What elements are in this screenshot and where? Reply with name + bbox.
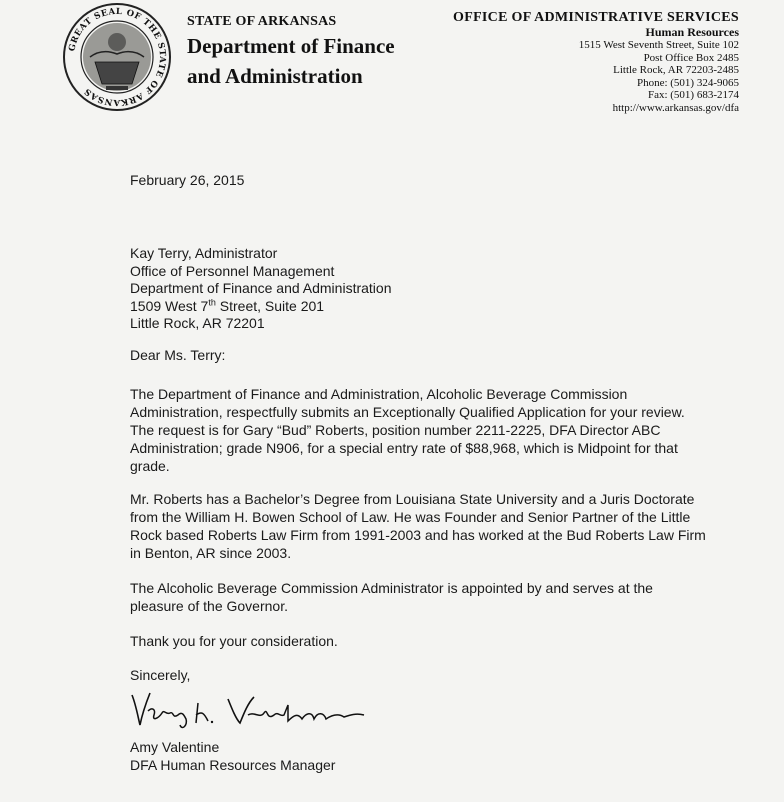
department-line-1: Department of Finance: [187, 34, 395, 58]
office-name: OFFICE OF ADMINISTRATIVE SERVICES: [453, 10, 739, 25]
recipient-address: [130, 245, 710, 333]
fax-line: Fax: (501) 683-2174: [647, 89, 739, 101]
signer-block: [130, 738, 710, 774]
address-line: Post Office Box 2485: [643, 51, 739, 64]
phone-line: Phone: (501) 324-9065: [636, 76, 739, 89]
signer-name: Amy Valentine: [130, 739, 220, 755]
paragraph-appointment: The Alcoholic Beverage Commission Administrator is appointed by and serves at the pleasure of the Governor.: [130, 580, 653, 614]
state-name: STATE OF ARKANSAS: [187, 14, 337, 29]
signer-title: DFA Human Resources Manager: [130, 757, 336, 773]
closing: Sincerely,: [130, 667, 191, 683]
paragraph-request: The Department of Finance and Administration, Alcoholic Beverage Commission Administration, respectfully submits an Exceptionally Qualified Application for your review. The request is for Gary “Bud” Roberts, position number 2211-2225, DFA Director ABC Administration; grade N906, for a special entry rate of $88,968, which is Midpoint for that grade.: [130, 386, 685, 474]
recipient-dept: Department of Finance and Administration: [130, 280, 392, 296]
recipient-office: Office of Personnel Management: [130, 262, 335, 279]
handwritten-signature: [128, 685, 388, 733]
recipient-name: Kay Terry, Administrator: [130, 245, 278, 261]
department-line-2: and Administration: [187, 64, 363, 88]
recipient-street: 1509 West 7th Street, Suite 201: [130, 296, 325, 314]
recipient-city: Little Rock, AR 72201: [130, 315, 265, 331]
letter-date: February 26, 2015: [130, 172, 245, 188]
letterhead-left: [187, 14, 395, 90]
website-line: http://www.arkansas.gov/dfa: [612, 101, 739, 114]
thanks-line: Thank you for your consideration.: [130, 633, 338, 649]
letterhead-right: [453, 10, 739, 114]
division-name: Human Resources: [645, 25, 739, 39]
seal-text: GREAT SEAL OF THE STATE OF ARKANSAS: [67, 6, 168, 108]
salutation: Dear Ms. Terry:: [130, 347, 226, 363]
address-line: Little Rock, AR 72203-2485: [613, 64, 739, 76]
address-line: 1515 West Seventh Street, Suite 102: [578, 39, 739, 51]
paragraph-qualifications: Mr. Roberts has a Bachelor’s Degree from Louisiana State University and a Juris Doctorate from the William H. Bowen School of Law. He was Founder and Senior Partner of the Little Rock based Roberts Law Firm from 1991-2003 and has worked at the Bud Roberts Law Firm in Benton, AR since 2003.: [130, 491, 706, 561]
state-seal-icon: [62, 2, 172, 112]
